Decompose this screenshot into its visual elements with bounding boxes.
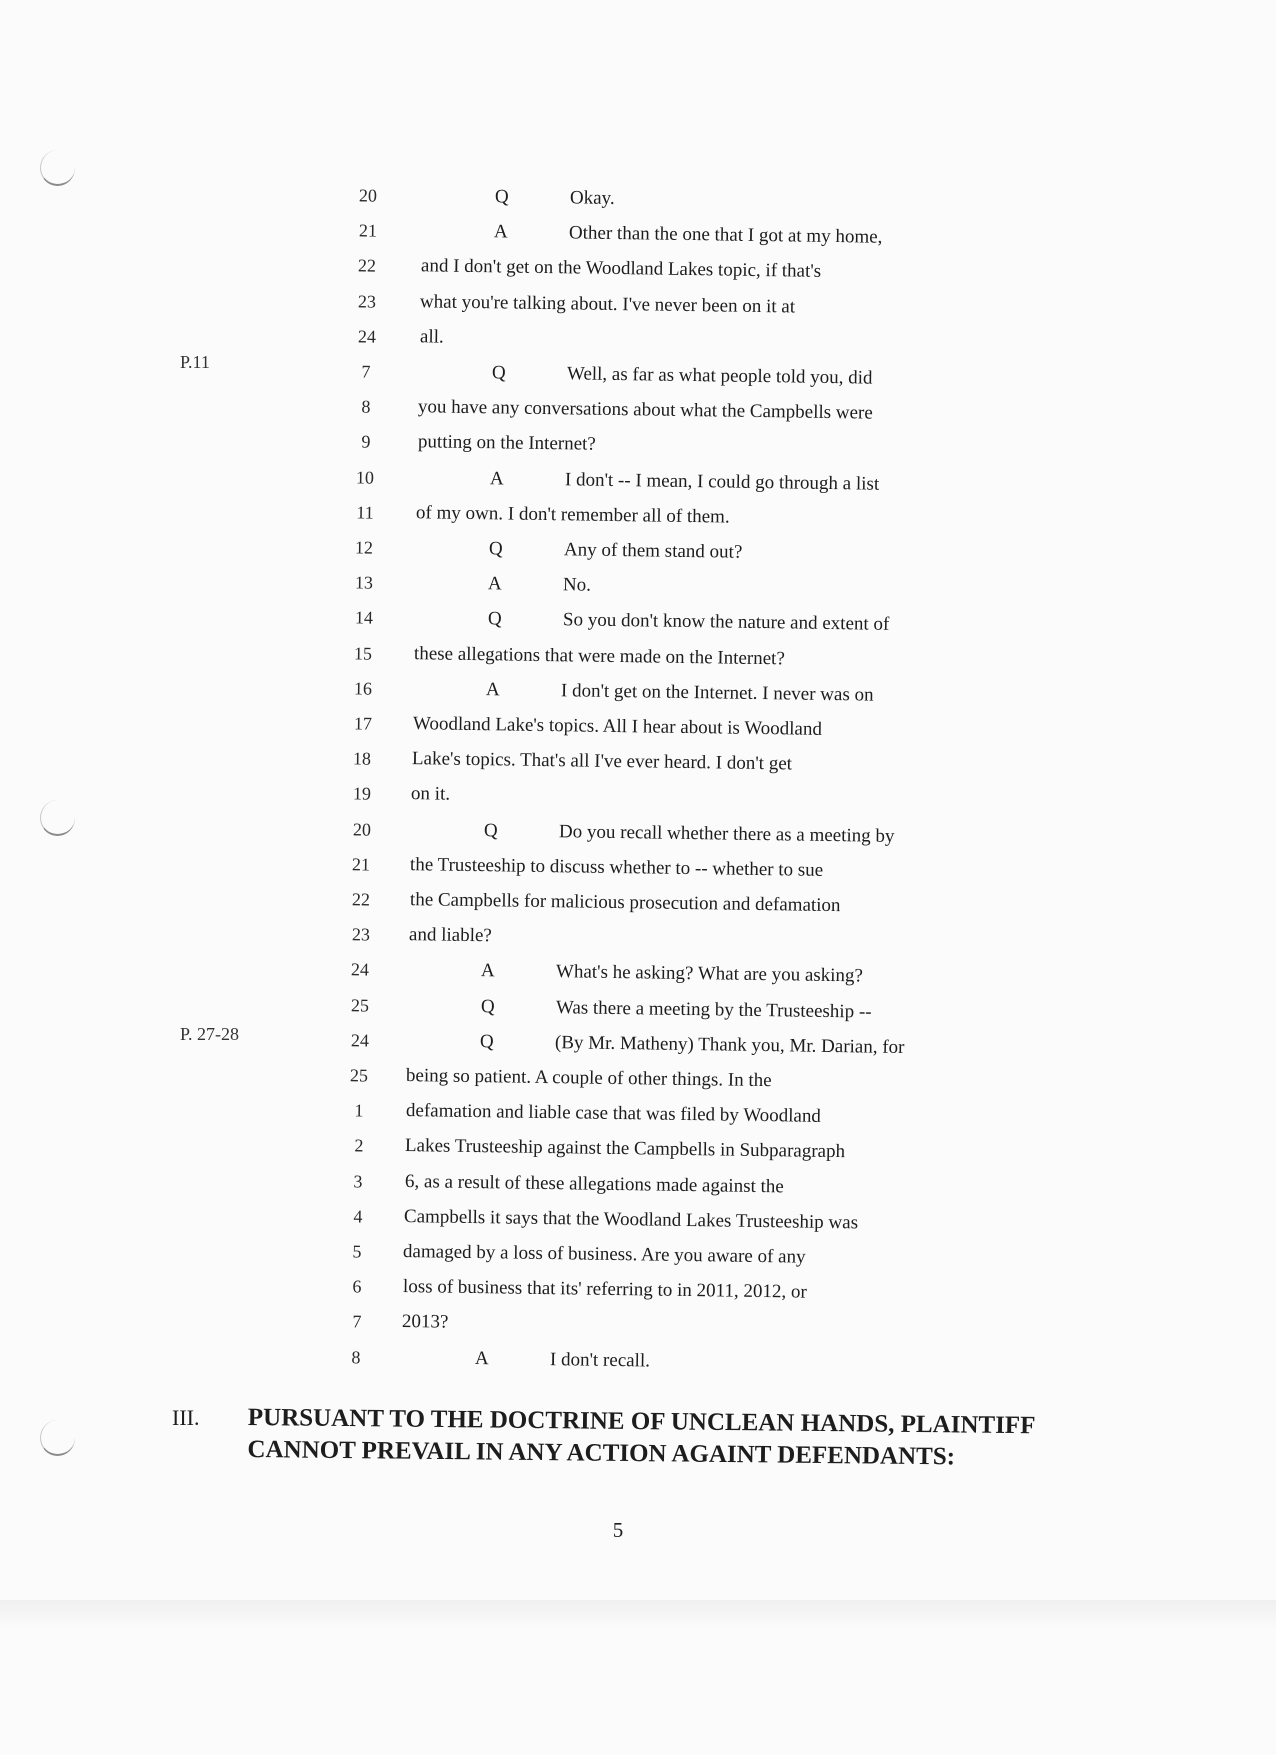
transcript-line xyxy=(330,1166,1030,1206)
transcript-line xyxy=(330,1342,1030,1382)
transcript-text: damaged by a loss of business. Are you aware of any xyxy=(402,1241,806,1268)
answer-marker: A xyxy=(480,960,495,982)
transcript-line xyxy=(330,1060,1030,1100)
transcript-text: Okay. xyxy=(569,187,615,209)
question-marker: Q xyxy=(491,362,506,384)
transcript-text: Well, as far as what people told you, did xyxy=(566,363,873,389)
question-marker: Q xyxy=(480,995,495,1017)
transcript-text: putting on the Internet? xyxy=(417,431,596,456)
question-marker: Q xyxy=(483,819,498,841)
transcript-text: I don't -- I mean, I could go through a list xyxy=(564,468,880,495)
transcript-line xyxy=(330,426,1030,466)
transcript-line xyxy=(330,250,1030,290)
margin-note-page-11: P.11 xyxy=(180,352,210,372)
transcript-line xyxy=(330,1130,1030,1170)
transcript-line xyxy=(330,638,1030,678)
transcript-text: Woodland Lake's topics. All I hear about is Woodland xyxy=(412,713,823,740)
transcript-text: the Trusteeship to discuss whether to -- whether to sue xyxy=(409,853,824,881)
scan-shadow xyxy=(0,1600,1276,1630)
transcript-line xyxy=(330,497,1030,537)
line-number: 3 xyxy=(353,1170,363,1192)
transcript-line xyxy=(330,814,1030,854)
transcript-line xyxy=(330,884,1030,924)
transcript-line xyxy=(330,1306,1030,1346)
line-number: 24 xyxy=(350,959,370,980)
transcript-text: all. xyxy=(419,326,444,348)
transcript-line xyxy=(330,990,1030,1030)
line-number: 25 xyxy=(350,994,370,1016)
line-number: 8 xyxy=(351,1346,361,1368)
transcript-text: defamation and liable case that was filed by Woodland xyxy=(405,1100,822,1128)
transcript-line xyxy=(330,321,1030,361)
transcript-text: Was there a meeting by the Trusteeship -- xyxy=(555,996,872,1023)
line-number: 2 xyxy=(354,1135,364,1156)
punch-hole-middle-icon xyxy=(40,800,75,836)
line-number: 21 xyxy=(358,220,378,241)
transcript-line xyxy=(330,1095,1030,1135)
answer-marker: A xyxy=(485,678,500,701)
answer-marker: A xyxy=(487,573,502,595)
transcript-line xyxy=(330,919,1030,959)
transcript-line xyxy=(330,849,1030,889)
transcript-text: Lakes Trusteeship against the Campbells in Subparagraph xyxy=(404,1135,846,1163)
transcript-text: of my own. I don't remember all of them. xyxy=(415,501,730,528)
line-number: 24 xyxy=(357,326,377,347)
section-heading-line-1: PURSUANT TO THE DOCTRINE OF UNCLEAN HANDS, PLAINTIFF xyxy=(247,1403,1036,1440)
answer-marker: A xyxy=(493,221,508,243)
transcript-text: Campbells it says that the Woodland Lakes Trusteeship was xyxy=(403,1205,859,1234)
transcript-text: 2013? xyxy=(401,1311,449,1334)
transcript-text: you have any conversations about what the Campbells were xyxy=(417,396,873,424)
answer-marker: A xyxy=(489,467,504,490)
transcript-line xyxy=(330,673,1030,713)
transcript-text: 6, as a result of these allegations made against the xyxy=(404,1170,784,1197)
question-marker: Q xyxy=(487,608,502,630)
transcript-text: Any of them stand out? xyxy=(563,539,743,563)
transcript-text: No. xyxy=(562,574,592,596)
line-number: 24 xyxy=(350,1030,370,1051)
transcript-line xyxy=(330,1236,1030,1276)
punch-hole-bottom-icon xyxy=(40,1420,75,1456)
question-marker: Q xyxy=(488,538,503,560)
line-number: 9 xyxy=(361,431,371,452)
transcript-text: So you don't know the nature and extent of xyxy=(562,609,890,636)
page-number: 5 xyxy=(612,1518,624,1542)
line-number: 20 xyxy=(358,185,378,206)
transcript-line xyxy=(330,954,1030,994)
transcript-line xyxy=(330,462,1030,502)
section-heading-line-2: CANNOT PREVAIL IN ANY ACTION AGAINT DEFENDANTS: xyxy=(247,1435,956,1471)
line-number: 18 xyxy=(352,748,372,769)
line-number: 5 xyxy=(352,1241,362,1262)
line-number: 21 xyxy=(351,854,371,875)
line-number: 22 xyxy=(351,889,371,910)
transcript-line xyxy=(330,532,1030,572)
line-number: 8 xyxy=(361,396,371,417)
transcript-line xyxy=(330,356,1030,396)
section-number: III. xyxy=(172,1405,200,1430)
transcript-line xyxy=(330,391,1030,431)
line-number: 15 xyxy=(353,642,373,664)
transcript-line xyxy=(330,1025,1030,1065)
transcript-line xyxy=(330,602,1030,642)
transcript-line xyxy=(330,567,1030,607)
transcript-line xyxy=(330,1201,1030,1241)
line-number: 6 xyxy=(352,1276,362,1297)
transcript-text: and I don't get on the Woodland Lakes topic, if that's xyxy=(420,255,822,283)
line-number: 10 xyxy=(355,466,375,488)
transcript-text: being so patient. A couple of other things. In the xyxy=(405,1065,772,1092)
transcript-text: I don't get on the Internet. I never was on xyxy=(560,680,874,706)
transcript-text: Other than the one that I got at my home, xyxy=(568,222,883,248)
transcript-text: and liable? xyxy=(408,924,492,947)
line-number: 11 xyxy=(356,502,374,523)
transcript-text: (By Mr. Matheny) Thank you, Mr. Darian, for xyxy=(554,1031,905,1058)
transcript-text: the Campbells for malicious prosecution and defamation xyxy=(409,889,841,917)
transcript-text: I don't recall. xyxy=(549,1348,651,1372)
line-number: 14 xyxy=(354,607,374,628)
line-number: 7 xyxy=(361,361,371,382)
question-marker: Q xyxy=(479,1030,494,1053)
line-number: 23 xyxy=(357,290,377,312)
answer-marker: A xyxy=(474,1347,489,1369)
transcript-text: what you're talking about. I've never been on it at xyxy=(419,290,796,318)
transcript-line xyxy=(330,286,1030,326)
margin-note-page-27-28: P. 27-28 xyxy=(180,1024,240,1044)
transcript-line xyxy=(330,778,1030,818)
line-number: 17 xyxy=(353,713,373,734)
line-number: 13 xyxy=(354,572,374,593)
transcript-text: What's he asking? What are you asking? xyxy=(555,961,864,987)
line-number: 23 xyxy=(351,924,371,945)
section-heading xyxy=(247,1402,1048,1474)
line-number: 16 xyxy=(353,678,373,699)
transcript-text: Lake's topics. That's all I've ever heard. I don't get xyxy=(411,748,793,775)
transcript-text: loss of business that its' referring to in 2011, 2012, or xyxy=(402,1276,807,1303)
question-marker: Q xyxy=(494,186,509,208)
transcript-line xyxy=(330,743,1030,783)
transcript-text: these allegations that were made on the Internet? xyxy=(413,642,785,669)
line-number: 20 xyxy=(352,818,372,840)
line-number: 19 xyxy=(352,783,372,804)
line-number: 4 xyxy=(353,1206,363,1227)
line-number: 22 xyxy=(357,255,377,277)
transcript-text: Do you recall whether there as a meeting by xyxy=(558,820,895,847)
transcript-line xyxy=(330,1271,1030,1311)
line-number: 25 xyxy=(349,1065,369,1086)
line-number: 12 xyxy=(354,537,374,558)
line-number: 1 xyxy=(354,1100,364,1121)
line-number: 7 xyxy=(352,1311,362,1332)
transcript-text: on it. xyxy=(410,783,451,806)
transcript-line xyxy=(330,180,1030,220)
transcript-line xyxy=(330,708,1030,748)
punch-hole-top-icon xyxy=(40,150,75,186)
transcript-line xyxy=(330,215,1030,255)
